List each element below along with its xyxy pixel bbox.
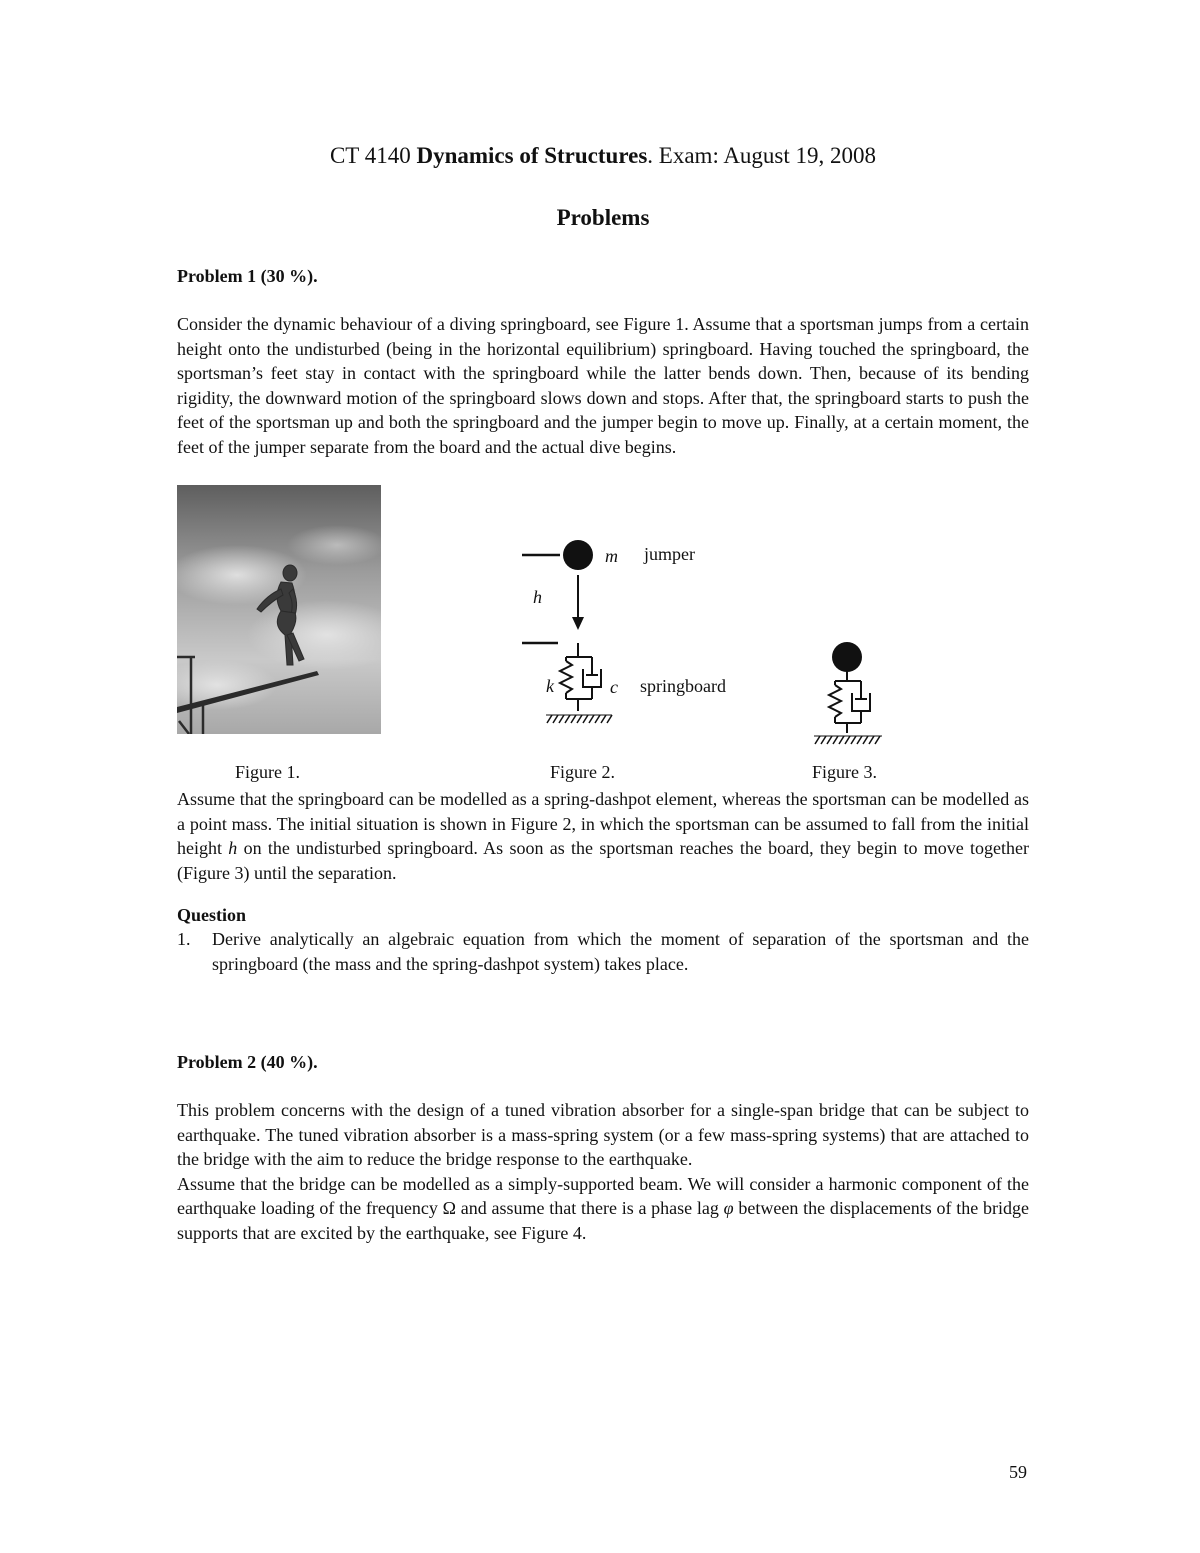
diver-photo-image	[177, 485, 381, 734]
figure-3-caption: Figure 3.	[812, 762, 877, 782]
section-title: Problems	[556, 205, 650, 230]
fall-arrow-head	[572, 617, 584, 630]
label-jumper: jumper	[644, 544, 695, 564]
problem-2-para-2-part-c: between the displacements of the bridge supports that are excited by the earthquake, see Figure 4.	[177, 1198, 1029, 1243]
problem-2-para-2-part-b: and assume that there is a phase lag	[456, 1198, 724, 1218]
problem-2-para-1: This problem concerns with the design of a tuned vibration absorber for a single-span bridge that can be subject to earthquake. The tuned vibration absorber is a mass-spring system (or a few mass-spring systems) that are attached to the bridge with the aim to reduce the bridge response to the earthquake.	[177, 1100, 1029, 1169]
figure-row	[177, 485, 1029, 787]
mass-circle	[563, 540, 593, 570]
problem-1-heading: Problem 1 (30 %).	[177, 266, 318, 286]
problem-1-intro: Consider the dynamic behaviour of a diving springboard, see Figure 1. Assume that a sportsman jumps from a certain height onto the undisturbed (being in the horizontal equilibrium) springboard. Having touched the springboard, the sportsman’s feet stay in contact with the springboard while the latter bends down. Then, because of its bending rigidity, the downward motion of the springboard slows down and stops. After that, the springboard starts to push the feet of the sportsman up and both the springboard and the jumper begin to move up. Finally, at a certain moment, the feet of the jumper separate from the board and the actual dive begins.	[177, 314, 1029, 457]
model-text-height-symbol: h	[228, 838, 238, 858]
model-text-part-2: on the undisturbed springboard. As soon as the sportsman reaches the board, they begin to move together (Figure 3) until the separation.	[177, 838, 1029, 883]
course-code: CT 4140	[329, 143, 411, 168]
page-number: 59	[1009, 1462, 1027, 1482]
problem-2-heading: Problem 2 (40 %).	[177, 1052, 318, 1072]
spring-dashpot-element	[560, 643, 601, 711]
question-number: 1.	[177, 929, 191, 949]
page-content	[177, 140, 1029, 1245]
course-title: Dynamics of Structures	[416, 143, 648, 168]
label-springboard: springboard	[640, 676, 726, 696]
ground-hatch-2	[814, 736, 882, 744]
model-text-part-1: Assume that the springboard can be modelled as a spring-dashpot element, whereas the sportsman can be modelled as a point mass. The initial situation is shown in Figure 2, in which the sportsman can be assumed to fall from the initial height	[177, 789, 1029, 858]
label-mass: m	[605, 546, 618, 566]
question-item	[177, 927, 1029, 976]
spring-dashpot-element-attached	[829, 671, 870, 733]
problem-2-para-2	[177, 1172, 1029, 1246]
exam-date: . Exam: August 19, 2008	[647, 143, 877, 168]
problem-2-para-2-part-a: Assume that the bridge can be modelled as a simply-supported beam. We will consider a harmonic component of the earthquake loading of the frequency	[177, 1173, 1029, 1218]
phi-symbol: φ	[723, 1198, 734, 1218]
label-stiffness: k	[546, 676, 554, 696]
figure-2-caption: Figure 2.	[550, 762, 615, 782]
problem-1-model-text	[177, 787, 1029, 885]
figure-3-diagram	[802, 635, 902, 745]
diver-photo	[177, 485, 381, 734]
ground-hatch	[546, 715, 612, 723]
exam-title	[177, 140, 1029, 172]
label-damping: c	[610, 677, 618, 697]
label-height: h	[533, 587, 542, 607]
figure-1-caption: Figure 1.	[235, 762, 300, 782]
question-list	[177, 927, 1029, 976]
mass-circle-attached	[832, 642, 862, 672]
omega-symbol: Ω	[442, 1198, 457, 1218]
question-text: Derive analytically an algebraic equation from which the moment of separation of the sportsman and the springboard (the mass and the spring-dashpot system) takes place.	[212, 929, 1029, 974]
question-heading: Question	[177, 905, 247, 925]
